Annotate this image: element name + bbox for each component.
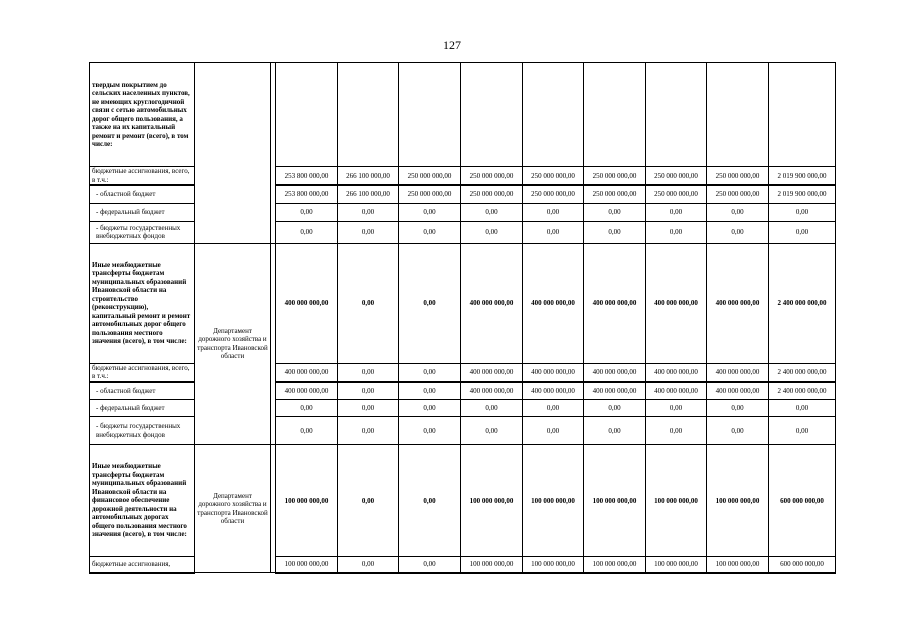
amount-cell xyxy=(461,63,523,167)
amount-cell: 0,00 xyxy=(769,203,836,221)
amount-cell: 100 000 000,00 xyxy=(461,557,523,573)
amount-cell: 250 000 000,00 xyxy=(707,167,769,186)
amount-cell: 266 100 000,00 xyxy=(338,185,399,203)
amount-cell: 0,00 xyxy=(584,400,646,417)
amount-cell: 0,00 xyxy=(769,400,836,417)
amount-cell: 400 000 000,00 xyxy=(461,243,523,363)
amount-cell: 0,00 xyxy=(399,363,461,382)
amount-cell: 100 000 000,00 xyxy=(461,445,523,557)
amount-cell: 2 400 000 000,00 xyxy=(769,243,836,363)
amount-cell: 600 000 000,00 xyxy=(769,445,836,557)
department-cell: Департамент дорожного хозяйства и транспорта Ивановской области xyxy=(195,243,271,445)
budget-table-body xyxy=(90,63,836,573)
amount-cell: 0,00 xyxy=(338,363,399,382)
amount-cell: 0,00 xyxy=(338,557,399,573)
amount-cell: 400 000 000,00 xyxy=(646,363,707,382)
amount-cell: 250 000 000,00 xyxy=(584,167,646,186)
amount-cell xyxy=(276,63,338,167)
amount-cell: 0,00 xyxy=(707,400,769,417)
amount-cell: 0,00 xyxy=(399,243,461,363)
amount-cell: 400 000 000,00 xyxy=(276,243,338,363)
amount-cell: 0,00 xyxy=(461,400,523,417)
amount-cell: 400 000 000,00 xyxy=(523,382,584,400)
amount-cell: 250 000 000,00 xyxy=(646,167,707,186)
amount-cell: 253 800 000,00 xyxy=(276,167,338,186)
amount-cell xyxy=(769,63,836,167)
amount-cell: 0,00 xyxy=(338,400,399,417)
department-cell xyxy=(195,63,271,244)
amount-cell: 0,00 xyxy=(707,417,769,445)
amount-cell: 266 100 000,00 xyxy=(338,167,399,186)
amount-cell: 0,00 xyxy=(338,445,399,557)
amount-cell: 250 000 000,00 xyxy=(646,185,707,203)
amount-cell: 0,00 xyxy=(769,221,836,243)
section-title-row xyxy=(90,445,836,557)
amount-cell: 2 400 000 000,00 xyxy=(769,363,836,382)
amount-cell: 250 000 000,00 xyxy=(399,167,461,186)
amount-cell: 0,00 xyxy=(399,203,461,221)
amount-cell xyxy=(584,63,646,167)
amount-cell: 250 000 000,00 xyxy=(461,185,523,203)
amount-cell: 400 000 000,00 xyxy=(707,243,769,363)
amount-cell: 100 000 000,00 xyxy=(584,445,646,557)
amount-cell: 2 019 900 000,00 xyxy=(769,167,836,186)
amount-cell: 250 000 000,00 xyxy=(523,167,584,186)
amount-cell: 400 000 000,00 xyxy=(707,363,769,382)
amount-cell: 0,00 xyxy=(707,203,769,221)
amount-cell: 0,00 xyxy=(276,203,338,221)
amount-cell: 400 000 000,00 xyxy=(646,382,707,400)
amount-cell: 600 000 000,00 xyxy=(769,557,836,573)
amount-cell: 0,00 xyxy=(584,221,646,243)
amount-cell: 250 000 000,00 xyxy=(523,185,584,203)
amount-cell: 0,00 xyxy=(338,203,399,221)
amount-cell: 100 000 000,00 xyxy=(707,557,769,573)
amount-cell xyxy=(399,63,461,167)
amount-cell: 400 000 000,00 xyxy=(523,243,584,363)
amount-cell: 0,00 xyxy=(276,400,338,417)
page-number: 127 xyxy=(443,38,461,52)
section-title-row xyxy=(90,243,836,363)
section-title: Иные межбюджетные трансферты бюджетам муниципальных образований Ивановской области на финансовое обеспечение дорожной деятельности на автомобильных дорогах общего пользования местного значения (всего), в том числе: xyxy=(90,445,195,557)
amount-cell: 100 000 000,00 xyxy=(584,557,646,573)
amount-cell: 0,00 xyxy=(646,400,707,417)
budget-row-label: - областной бюджет xyxy=(90,382,195,400)
budget-row-label: - федеральный бюджет xyxy=(90,400,195,417)
amount-cell: 0,00 xyxy=(523,221,584,243)
amount-cell: 250 000 000,00 xyxy=(707,185,769,203)
amount-cell: 0,00 xyxy=(399,417,461,445)
budget-table xyxy=(89,62,836,574)
amount-cell: 0,00 xyxy=(399,445,461,557)
amount-cell: 2 019 900 000,00 xyxy=(769,185,836,203)
amount-cell: 250 000 000,00 xyxy=(399,185,461,203)
amount-cell: 0,00 xyxy=(584,203,646,221)
amount-cell: 250 000 000,00 xyxy=(461,167,523,186)
amount-cell: 0,00 xyxy=(338,382,399,400)
amount-cell: 0,00 xyxy=(707,221,769,243)
amount-cell: 0,00 xyxy=(276,221,338,243)
amount-cell: 0,00 xyxy=(646,417,707,445)
amount-cell: 400 000 000,00 xyxy=(276,382,338,400)
budget-row-label: бюджетные ассигнования, всего, в т.ч.: xyxy=(90,167,195,186)
amount-cell: 400 000 000,00 xyxy=(461,363,523,382)
amount-cell: 250 000 000,00 xyxy=(584,185,646,203)
amount-cell: 0,00 xyxy=(646,221,707,243)
amount-cell: 0,00 xyxy=(399,221,461,243)
amount-cell xyxy=(707,63,769,167)
budget-row-label: бюджетные ассигнования, xyxy=(90,557,195,573)
amount-cell: 400 000 000,00 xyxy=(646,243,707,363)
amount-cell: 400 000 000,00 xyxy=(461,382,523,400)
amount-cell: 0,00 xyxy=(338,243,399,363)
budget-row-label: - бюджеты государственных внебюджетных фондов xyxy=(90,221,195,243)
amount-cell: 0,00 xyxy=(461,203,523,221)
amount-cell: 400 000 000,00 xyxy=(276,363,338,382)
budget-row-label: бюджетные ассигнования, всего, в т.ч.: xyxy=(90,363,195,382)
amount-cell xyxy=(646,63,707,167)
amount-cell: 400 000 000,00 xyxy=(584,243,646,363)
amount-cell: 100 000 000,00 xyxy=(276,557,338,573)
amount-cell: 100 000 000,00 xyxy=(646,557,707,573)
budget-row-label: - областной бюджет xyxy=(90,185,195,203)
amount-cell: 0,00 xyxy=(276,417,338,445)
amount-cell: 400 000 000,00 xyxy=(584,382,646,400)
amount-cell: 0,00 xyxy=(461,417,523,445)
amount-cell: 0,00 xyxy=(461,221,523,243)
amount-cell: 400 000 000,00 xyxy=(707,382,769,400)
amount-cell: 253 800 000,00 xyxy=(276,185,338,203)
amount-cell: 0,00 xyxy=(523,203,584,221)
amount-cell: 0,00 xyxy=(646,203,707,221)
amount-cell: 100 000 000,00 xyxy=(276,445,338,557)
amount-cell: 0,00 xyxy=(523,400,584,417)
section-title-row xyxy=(90,63,836,167)
amount-cell xyxy=(523,63,584,167)
budget-row-label: - бюджеты государственных внебюджетных фондов xyxy=(90,417,195,445)
amount-cell: 400 000 000,00 xyxy=(523,363,584,382)
amount-cell: 100 000 000,00 xyxy=(646,445,707,557)
amount-cell: 100 000 000,00 xyxy=(523,445,584,557)
section-title: твердым покрытием до сельских населенных пунктов, не имеющих круглогодичной связи с сетью автомобильных дорог общего пользования, а также на их капитальный ремонт и ремонт (всего), в том числе: xyxy=(90,63,195,167)
amount-cell: 0,00 xyxy=(399,382,461,400)
department-cell: Департамент дорожного хозяйства и транспорта Ивановской области xyxy=(195,445,271,573)
amount-cell: 0,00 xyxy=(399,557,461,573)
amount-cell xyxy=(338,63,399,167)
amount-cell: 0,00 xyxy=(399,400,461,417)
amount-cell: 400 000 000,00 xyxy=(584,363,646,382)
budget-row-label: - федеральный бюджет xyxy=(90,203,195,221)
amount-cell: 0,00 xyxy=(523,417,584,445)
amount-cell: 0,00 xyxy=(338,417,399,445)
amount-cell: 0,00 xyxy=(769,417,836,445)
amount-cell: 100 000 000,00 xyxy=(523,557,584,573)
amount-cell: 0,00 xyxy=(338,221,399,243)
amount-cell: 100 000 000,00 xyxy=(707,445,769,557)
amount-cell: 2 400 000 000,00 xyxy=(769,382,836,400)
amount-cell: 0,00 xyxy=(584,417,646,445)
section-title: Иные межбюджетные трансферты бюджетам муниципальных образований Ивановской области на строительство (реконструкцию), капитальный ремонт и ремонт автомобильных дорог общего пользования местного значения (всего), в том числе: xyxy=(90,243,195,363)
